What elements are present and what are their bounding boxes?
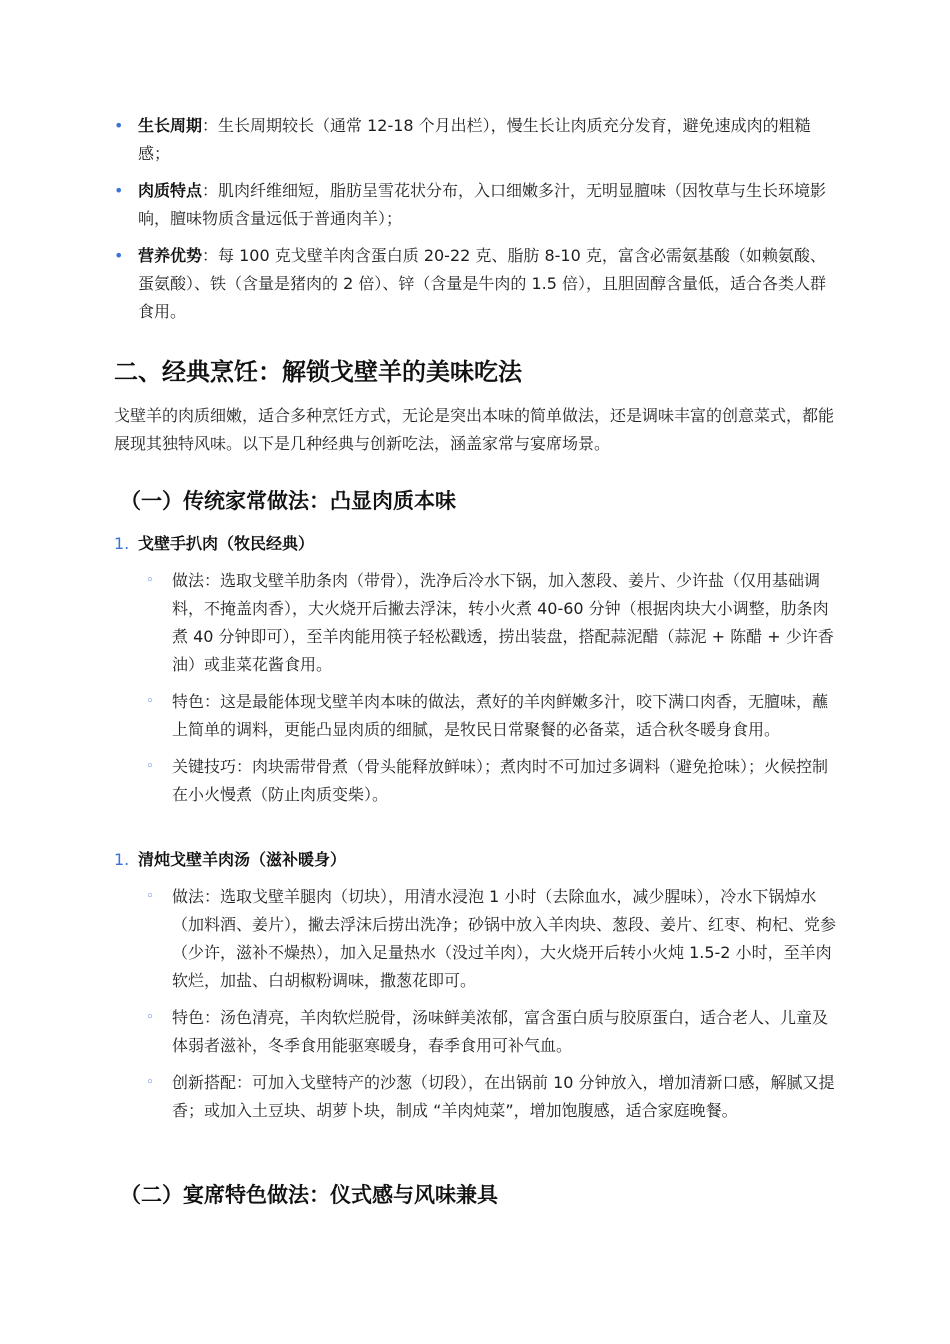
bullet-label: 营养优势 — [138, 246, 203, 265]
circle-bullet-icon: ◦ — [146, 1075, 154, 1090]
list-item — [112, 242, 832, 326]
list-item — [112, 177, 832, 233]
list-item — [146, 753, 836, 809]
bullet-icon: • — [114, 181, 124, 200]
list-item — [146, 883, 836, 995]
numbered-item-hand-grabbed-mutton — [114, 530, 314, 558]
list-item — [146, 1069, 836, 1125]
bullet-text: ：每 100 克戈壁羊肉含蛋白质 20-22 克、脂肪 8-10 克，富含必需氨基酸（如赖氨酸、蛋氨酸）、铁（含量是猪肉的 2 倍）、锌（含量是牛肉的 1.5 倍），且胆固醇含量低，适合各类人群食用。 — [138, 246, 826, 321]
circle-bullet-icon: ◦ — [146, 889, 154, 904]
nutrition-bullet-list — [112, 112, 832, 335]
bullet-label: 生长周期 — [138, 116, 203, 135]
detail-text: 创新搭配：可加入戈壁特产的沙葱（切段），在出锅前 10 分钟放入，增加清新口感，解腻又提香；或加入土豆块、胡萝卜块，制成 “羊肉炖菜”，增加饱腹感，适合家庭晚餐。 — [172, 1073, 835, 1120]
bullet-label: 肉质特点 — [138, 181, 203, 200]
subsection-heading-home-style: （一）传统家常做法：凸显肉质本味 — [120, 489, 456, 513]
subsection-heading-banquet-style: （二）宴席特色做法：仪式感与风味兼具 — [120, 1183, 498, 1207]
detail-text: 关键技巧：肉块需带骨煮（骨头能释放鲜味）；煮肉时不可加过多调料（避免抢味）；火候控制在小火慢煮（防止肉质变柴）。 — [172, 757, 829, 804]
bullet-text: ：生长周期较长（通常 12-18 个月出栏），慢生长让肉质充分发育，避免速成肉的粗糙感； — [138, 116, 811, 163]
item-number: 1. — [114, 534, 130, 553]
detail-text: 特色：这是最能体现戈壁羊肉本味的做法，煮好的羊肉鲜嫩多汁，咬下满口肉香，无膻味，蘸上简单的调料，更能凸显肉质的细腻，是牧民日常聚餐的必备菜，适合秋冬暖身食用。 — [172, 692, 829, 739]
bullet-icon: • — [114, 116, 124, 135]
section-intro-paragraph: 戈壁羊的肉质细嫩，适合多种烹饪方式，无论是突出本味的简单做法，还是调味丰富的创意菜式，都能展现其独特风味。以下是几种经典与创新吃法，涵盖家常与宴席场景。 — [114, 406, 835, 453]
detail-text: 特色：汤色清亮，羊肉软烂脱骨，汤味鲜美浓郁，富含蛋白质与胶原蛋白，适合老人、儿童及体弱者滋补，冬季食用能驱寒暖身，春季食用可补气血。 — [172, 1008, 829, 1055]
circle-bullet-icon: ◦ — [146, 759, 154, 774]
numbered-item-mutton-soup — [114, 846, 346, 874]
bullet-text: ：肌肉纤维细短，脂肪呈雪花状分布，入口细嫩多汁，无明显膻味（因牧草与生长环境影响，膻味物质含量远低于普通肉羊）； — [138, 181, 827, 228]
list-item — [146, 567, 836, 679]
circle-bullet-icon: ◦ — [146, 1010, 154, 1025]
bullet-icon: • — [114, 246, 124, 265]
section-heading-cooking: 二、经典烹饪：解锁戈壁羊的美味吃法 — [114, 358, 522, 386]
list-item — [146, 688, 836, 744]
list-item — [112, 112, 832, 168]
list-item — [146, 1004, 836, 1060]
hand-grabbed-mutton-details — [146, 567, 836, 818]
detail-text: 做法：选取戈壁羊肋条肉（带骨），洗净后冷水下锅，加入葱段、姜片、少许盐（仅用基础调料，不掩盖肉香），大火烧开后撇去浮沫，转小火煮 40-60 分钟（根据肉块大小调整，肋条肉煮 40 分钟即可），至羊肉能用筷子轻松戳透，捞出装盘，搭配蒜泥醋（蒜泥 + 陈醋 + 少许香油）或韭菜花酱食用。 — [172, 571, 834, 674]
item-number: 1. — [114, 850, 130, 869]
circle-bullet-icon: ◦ — [146, 573, 154, 588]
item-title: 清炖戈壁羊肉汤（滋补暖身） — [138, 850, 347, 869]
item-title: 戈壁手扒肉（牧民经典） — [138, 534, 315, 553]
detail-text: 做法：选取戈壁羊腿肉（切块），用清水浸泡 1 小时（去除血水，减少腥味），冷水下锅焯水（加料酒、姜片），撇去浮沫后捞出洗净；砂锅中放入羊肉块、葱段、姜片、红枣、枸杞、党参（少许，滋补不燥热），加入足量热水（没过羊肉），大火烧开后转小火炖 1.5-2 小时，至羊肉软烂，加盐、白胡椒粉调味，撒葱花即可。 — [172, 887, 837, 990]
circle-bullet-icon: ◦ — [146, 694, 154, 709]
mutton-soup-details — [146, 883, 836, 1134]
